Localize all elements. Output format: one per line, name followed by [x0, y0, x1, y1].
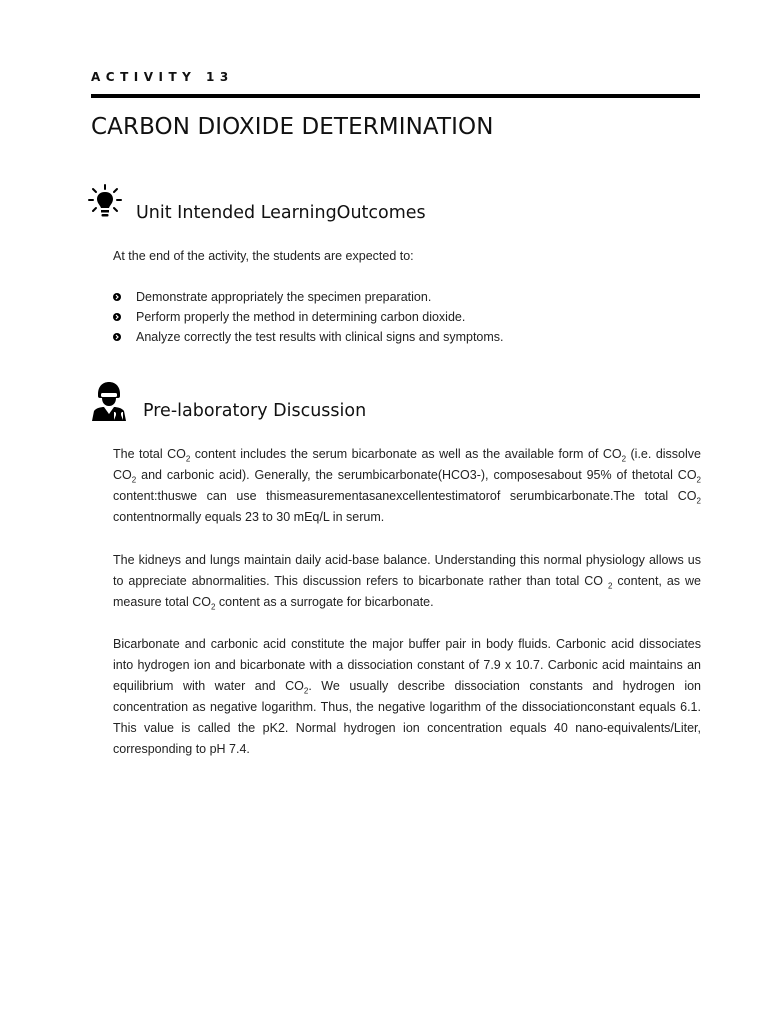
subscript-2: 2 — [185, 454, 191, 464]
list-item — [113, 329, 504, 349]
p1-a: The total CO — [113, 447, 186, 461]
p3-a: Bicarbonate and carbonic acid constitute the major buffer pair in body fluids. Carbonic acid dissociates into hydrogen ion and bicarbonate with a dissociation constant of 7.9 x 10.7. Carbonic acid maintains an equilibrium with water and CO — [113, 637, 701, 693]
subscript-2: 2 — [696, 496, 701, 506]
prelab-paragraph-3 — [113, 634, 701, 760]
lightbulb-icon — [88, 184, 122, 220]
p2-c: content as a surrogate for bicarbonate. — [215, 595, 434, 609]
p1-c: (i.e. dissolve CO — [113, 447, 701, 482]
outcome-text: Analyze correctly the test results with clinical signs and symptoms. — [136, 330, 504, 344]
activity-label: ACTIVITY 13 — [91, 70, 234, 84]
outcomes-intro: At the end of the activity, the students are expected to: — [113, 249, 414, 263]
p1-b: content includes the serum bicarbonate as well as the available form of CO — [190, 447, 622, 461]
outcomes-list — [113, 289, 504, 349]
outcomes-heading: Unit Intended LearningOutcomes — [136, 203, 426, 223]
subscript-2: 2 — [608, 581, 613, 591]
subscript-2: 2 — [621, 454, 627, 464]
bullet-icon — [113, 293, 121, 301]
header-rule — [91, 94, 700, 98]
list-item — [113, 309, 504, 329]
subscript-2: 2 — [210, 602, 216, 612]
bullet-icon — [113, 313, 121, 321]
outcome-text: Demonstrate appropriately the specimen preparation. — [136, 290, 432, 304]
prelab-paragraph-1 — [113, 444, 701, 528]
list-item — [113, 289, 504, 309]
prelab-heading: Pre-laboratory Discussion — [143, 401, 367, 421]
p1-d: and carbonic acid). Generally, the serumbicarbonate(HCO3-), composesabout 95% of thetotal CO — [136, 468, 697, 482]
p2-b: content, as we measure total CO — [113, 574, 702, 609]
p1-e: content:thuswe can use thismeasurementasanexcellentestimatorof serumbicarbonate.The total CO — [113, 489, 697, 503]
page-title: CARBON DIOXIDE DETERMINATION — [91, 114, 494, 140]
subscript-2: 2 — [131, 475, 137, 485]
subscript-2: 2 — [303, 686, 309, 696]
p1-f: contentnormally equals 23 to 30 mEq/L in serum. — [113, 510, 385, 524]
bullet-icon — [113, 333, 121, 341]
p2-a: The kidneys and lungs maintain daily acid-base balance. Understanding this normal physiology allows us to appreciate abnormalities. This discussion refers to bicarbonate rather than total CO — [113, 553, 701, 588]
scientist-icon — [90, 381, 128, 421]
outcome-text: Perform properly the method in determining carbon dioxide. — [136, 310, 466, 324]
prelab-paragraph-2 — [113, 550, 701, 613]
subscript-2: 2 — [696, 475, 701, 485]
p3-b: . We usually describe dissociation constants and hydrogen ion concentration as negative logarithm. Thus, the negative logarithm of the dissociationconstant equals 6.1. This value is called the pK2. Normal hydrogen ion concentration equals 40 nano-equivalents/Liter, corresponding to pH 7.4. — [113, 679, 701, 756]
